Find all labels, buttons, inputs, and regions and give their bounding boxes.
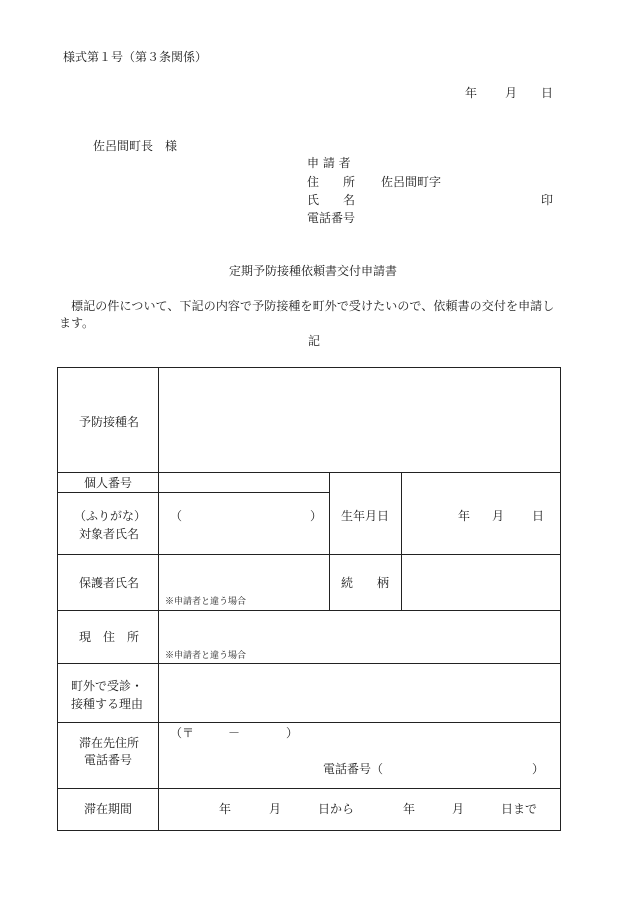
- date-month-label: 月: [505, 86, 518, 100]
- current-address-label: 現 住 所: [79, 630, 140, 644]
- stay-address-label: 滞在先住所: [79, 736, 140, 750]
- date-day-label: 日: [541, 86, 554, 100]
- applicant-title: 申 請 者: [307, 156, 351, 170]
- furigana-paren-open: （: [170, 509, 183, 523]
- period-start-year: 年: [219, 802, 232, 816]
- postal-dash: －: [228, 726, 241, 740]
- application-table: [57, 367, 561, 831]
- body-text-line2: ます。: [59, 316, 95, 330]
- period-end-year: 年: [403, 802, 416, 816]
- relationship-field[interactable]: [402, 555, 559, 610]
- furigana-label: （ふりがな）: [74, 509, 147, 523]
- applicant-address-value: 佐呂間町字: [381, 175, 442, 189]
- period-end-month: 月: [452, 802, 465, 816]
- vaccine-name-field[interactable]: [159, 368, 559, 472]
- birth-year-label: 年: [458, 509, 471, 523]
- current-address-field[interactable]: [159, 611, 559, 663]
- guardian-name-label: 保護者氏名: [79, 576, 140, 590]
- applicant-phone-label: 電話番号: [307, 211, 356, 225]
- reason-field[interactable]: [159, 664, 559, 722]
- current-address-note: ※申請者と違う場合: [165, 651, 247, 661]
- stay-address-field[interactable]: [159, 723, 559, 788]
- guardian-name-field[interactable]: [159, 555, 329, 610]
- guardian-note: ※申請者と違う場合: [165, 597, 247, 607]
- birthdate-field[interactable]: [402, 473, 559, 554]
- period-end-day: 日まで: [501, 802, 538, 816]
- personal-number-label: 個人番号: [84, 476, 133, 490]
- stay-phone-label: 電話番号: [84, 753, 133, 767]
- seal-mark: 印: [541, 193, 554, 207]
- relationship-label: 続 柄: [341, 576, 390, 590]
- applicant-address-label: 住 所: [307, 175, 356, 189]
- period-start-day: 日から: [318, 802, 355, 816]
- stay-phone-inline-close: ）: [532, 762, 545, 776]
- subject-name-field[interactable]: [159, 493, 329, 554]
- ki-label: 記: [308, 334, 321, 348]
- document-title: 定期予防接種依頼書交付申請書: [229, 264, 398, 278]
- addressee: 佐呂間町長 様: [93, 139, 178, 153]
- personal-number-field[interactable]: [159, 473, 329, 492]
- period-start-month: 月: [269, 802, 282, 816]
- subject-name-label: 対象者氏名: [79, 527, 140, 541]
- date-year-label: 年: [465, 86, 478, 100]
- body-text-line1: 標記の件について、下記の内容で予防接種を町外で受けたいので、依頼書の交付を申請し: [59, 299, 555, 313]
- postal-open: （〒: [170, 726, 195, 740]
- stay-phone-inline-label: 電話番号（: [323, 762, 384, 776]
- reason-label-line1: 町外で受診・: [71, 679, 144, 693]
- vaccine-name-label: 予防接種名: [79, 415, 140, 429]
- stay-period-field[interactable]: [159, 789, 559, 829]
- furigana-paren-close: ）: [310, 509, 323, 523]
- birthdate-label: 生年月日: [341, 509, 390, 523]
- stay-period-label: 滞在期間: [84, 802, 133, 816]
- form-number: 様式第１号（第３条関係）: [63, 50, 208, 64]
- postal-close: ）: [286, 726, 299, 740]
- applicant-name-label: 氏 名: [307, 193, 356, 207]
- birth-month-label: 月: [492, 509, 505, 523]
- birth-day-label: 日: [532, 509, 545, 523]
- reason-label-line2: 接種する理由: [71, 697, 144, 711]
